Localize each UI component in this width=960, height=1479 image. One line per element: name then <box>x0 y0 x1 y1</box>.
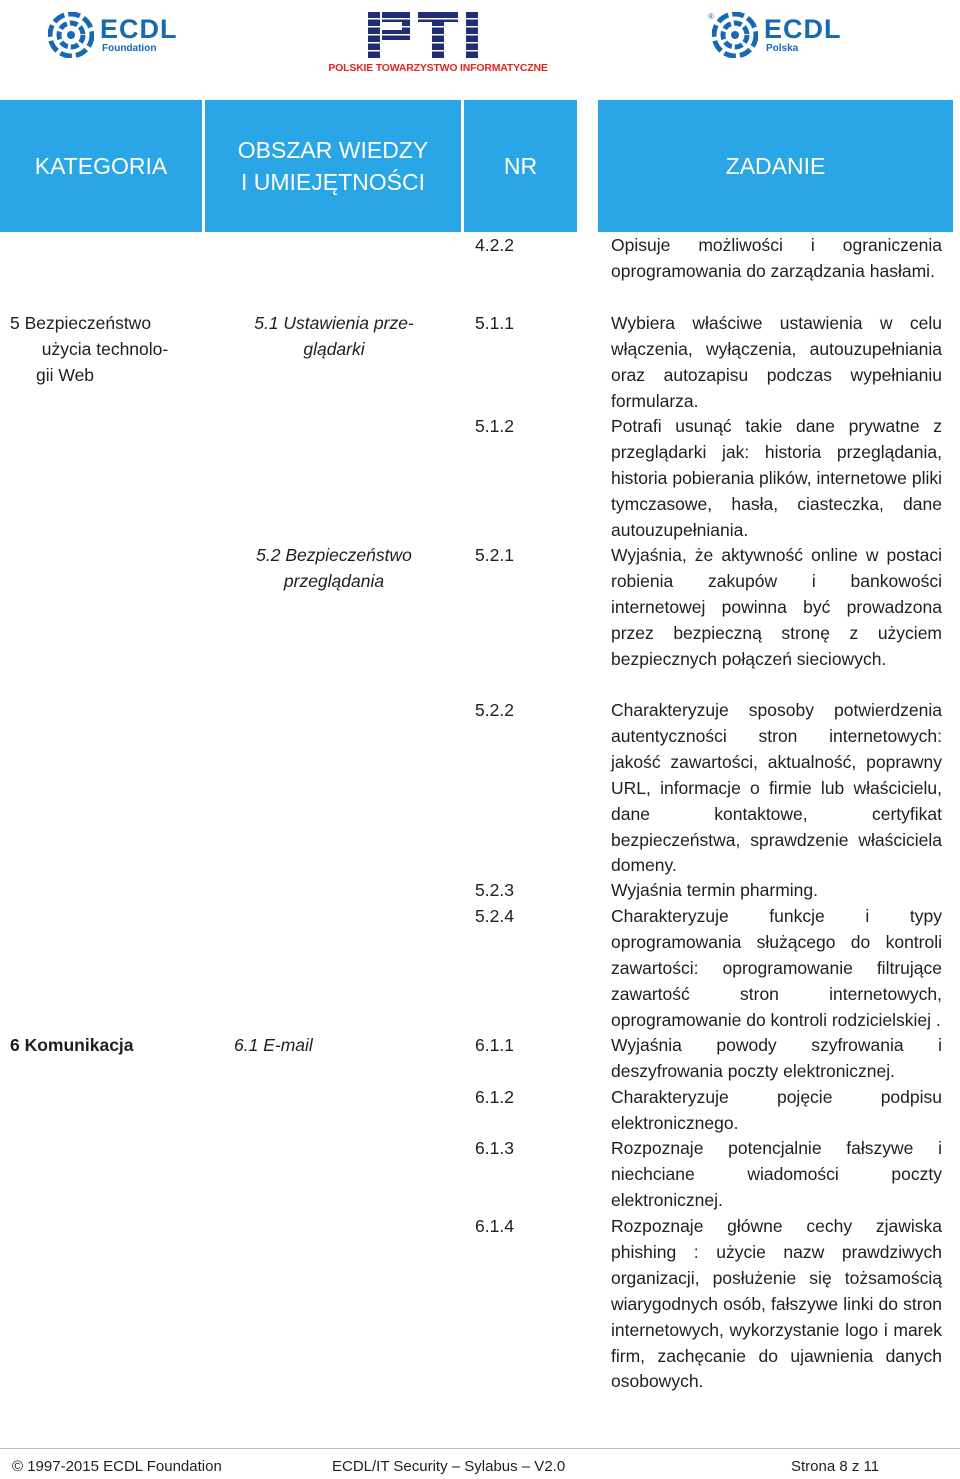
area-line: glądarki <box>303 338 365 359</box>
row-number: 5.1.1 <box>475 313 514 333</box>
row-task: Rozpoznaje główne cechy zjawiska phishing : użycie nazw prawdziwych organizacji, posłużenie się tożsamością wiarygodnych osób, fałszywe linki do stron internetowych, wykorzystanie logo i marek firm, zachęcanie do ujawnienia danych osobowych. <box>611 1216 942 1392</box>
row-task: Wybiera właściwe ustawienia w celu włączenia, wyłączenia, autouzupełniania oraz autozapisu podczas wypełnianiu formularza. <box>611 313 942 411</box>
row-number: 5.2.2 <box>475 700 514 720</box>
row-number: 6.1.3 <box>475 1138 514 1158</box>
ecdl-wordmark: ECDL <box>764 14 842 44</box>
ecdl-polska-logo <box>708 12 862 60</box>
area-line: 5.1 Ustawienia prze- <box>254 313 414 333</box>
category-line: 6 Komunikacja <box>10 1035 134 1055</box>
row-number: 5.2.1 <box>475 545 514 565</box>
category-5 <box>10 311 200 389</box>
row-task: Rozpoznaje potencjalnie fałszywe i niechciane wiadomości poczty elektronicznej. <box>611 1138 942 1210</box>
area-line: 5.2 Bezpieczeństwo <box>256 545 412 565</box>
footer-divider <box>0 1448 960 1449</box>
registered-mark: ® <box>708 12 714 21</box>
row-task: Wyjaśnia termin pharming. <box>611 880 819 900</box>
row-number: 5.2.3 <box>475 880 514 900</box>
area-5-1 <box>218 311 450 363</box>
row-number: 6.1.1 <box>475 1035 514 1055</box>
header-nr-label: NR <box>503 153 538 179</box>
header-nr <box>464 100 577 232</box>
row-number: 5.2.4 <box>475 906 514 926</box>
row-task: Opisuje możliwości i ograniczenia oprogramowania do zarządzania hasłami. <box>611 235 942 281</box>
row-number: 6.1.2 <box>475 1087 514 1107</box>
ecdl-subtitle: Polska <box>766 43 799 54</box>
header-category <box>0 100 202 232</box>
category-6 <box>10 1033 200 1059</box>
header-area <box>205 100 461 232</box>
row-task: Charakteryzuje funkcje i typy oprogramowania służącego do kontroli zawartości: oprogramowanie filtrujące zawartość stron internetowych, oprogramowanie do kontroli rodzicielskiej . <box>611 906 942 1030</box>
row-task: Charakteryzuje sposoby potwierdzenia autentyczności stron internetowych: jakość zawartości, aktualność, poprawny URL, informacje o firmie lub właścicielu, dane kontaktowe, certyfikat bezpieczeństwa, sprawdzenie właściciela domeny. <box>611 700 942 876</box>
header-area-line2: I UMIEJĘTNOŚCI <box>240 169 425 195</box>
area-6-1 <box>218 1033 354 1059</box>
row-number: 5.1.2 <box>475 416 514 436</box>
logo-band <box>0 0 960 90</box>
category-line: 5 Bezpieczeństwo <box>10 313 152 333</box>
row-task: Wyjaśnia powody szyfrowania i deszyfrowania poczty elektronicznej. <box>611 1035 942 1081</box>
row-task: Charakteryzuje pojęcie podpisu elektronicznego. <box>611 1087 942 1133</box>
row-number: 6.1.4 <box>475 1216 514 1236</box>
category-line: użycia technolo- <box>41 338 169 359</box>
row-task: Potrafi usunąć takie dane prywatne z przeglądarki jak: historia przeglądania, historia pobierania plików, internetowe pliki tymczasowe, hasła, ciasteczka, dane autouzupełniania. <box>611 416 942 540</box>
header-task-label: ZADANIE <box>725 153 826 179</box>
pti-logo <box>322 10 554 78</box>
footer-copyright: © 1997-2015 ECDL Foundation <box>12 1458 222 1475</box>
area-line: 6.1 E-mail <box>234 1035 313 1055</box>
footer-document: ECDL/IT Security – Sylabus – V2.0 <box>332 1458 566 1475</box>
header-task <box>598 100 953 232</box>
row-number: 4.2.2 <box>475 235 514 255</box>
area-5-2 <box>218 543 450 595</box>
header-area-line1: OBSZAR WIEDZY <box>237 137 429 163</box>
header-category-label: KATEGORIA <box>34 153 168 179</box>
ecdl-wordmark: ECDL <box>100 14 178 44</box>
pti-caption: POLSKIE TOWARZYSTWO INFORMATYCZNE <box>328 62 548 74</box>
area-line: przeglądania <box>283 570 385 591</box>
category-line: gii Web <box>36 364 95 385</box>
ecdl-foundation-logo <box>48 12 198 60</box>
ecdl-subtitle: Foundation <box>102 43 157 54</box>
ecdl-globe-icon <box>712 12 758 58</box>
pti-mark-icon <box>368 10 508 60</box>
row-task: Wyjaśnia, że aktywność online w postaci robienia zakupów i bankowości internetowej powinna być prowadzona przez bezpieczną stronę z użyciem bezpiecznych połączeń sieciowych. <box>611 545 942 669</box>
footer-page-number: Strona 8 z 11 <box>791 1458 880 1475</box>
ecdl-globe-icon <box>48 12 94 58</box>
